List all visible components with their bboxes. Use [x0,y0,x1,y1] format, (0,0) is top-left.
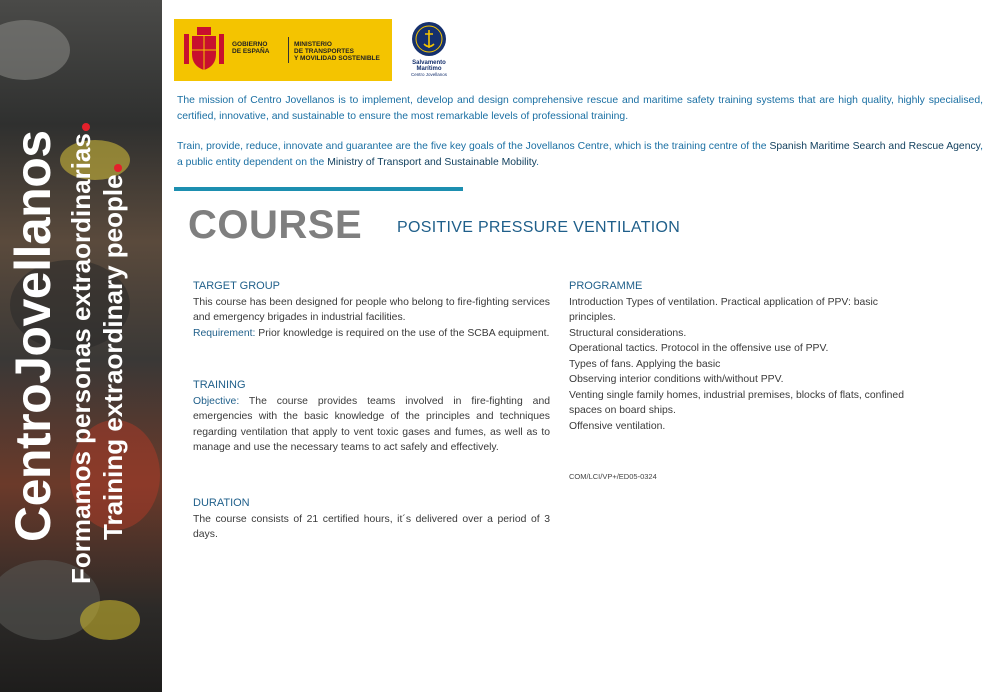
objective: Objective: The course provides teams involved in fire-fighting and emergencies with the basic knowledge of the principles and techniques regarding ventilation that apply to vent toxic gases and fumes, as well as to manage and use the necessary teams to act safely and effectively. [193,395,550,453]
gov-label: GOBIERNO DE ESPAÑA [232,41,270,55]
programme-item: Types of fans. Applying the basic [569,358,721,370]
coat-of-arms-icon [184,26,224,72]
divider [288,37,289,63]
programme-item: Introduction Types of ventilation. Practical application of PPV: basic principles. [569,296,879,323]
anchor-emblem-icon [412,22,446,56]
red-dot-icon [114,164,122,172]
salvamento-maritimo-logo [400,22,458,80]
tagline-english: Training extraordinary people [98,164,129,540]
course-code: COM/LCI/VP+/ED05-0324 [569,472,657,481]
side-photo-banner [0,0,162,692]
target-group-section [193,279,550,341]
goals-paragraph: Train, provide, reduce, innovate and guarantee are the five key goals of the Jovellanos Centre, which is the training centre of the Spanish Maritime Search and Rescue Agency, a public entity dependent on the Ministry of Transport and Sustainable Mobility. [177,141,983,168]
brand-name: CentroJovellanos [5,130,61,542]
government-logo [174,19,392,81]
agency-name: Spanish Maritime Search and Rescue Agency [769,141,981,152]
duration-heading: DURATION [193,497,250,509]
sm-title: Salvamento Marítimo [412,60,446,72]
ministry-name: Ministry of Transport and Sustainable Mobility [327,156,537,168]
course-title: POSITIVE PRESSURE VENTILATION [397,219,681,236]
programme-item: Venting single family homes, industrial premises, blocks of flats, confined spaces on board ships. [569,389,904,416]
target-group-text: This course has been designed for people who belong to fire-fighting services and emergency brigades in industrial facilities. [193,296,550,323]
ministry-label: MINISTERIO DE TRANSPORTES Y MOVILIDAD SOSTENIBLE [294,41,380,62]
programme-heading: PROGRAMME [569,280,643,292]
duration-section [193,496,550,543]
programme-section [569,279,927,434]
red-dot-icon [82,123,90,131]
programme-item: Operational tactics. Protocol in the offensive use of PPV. [569,343,829,354]
training-heading: TRAINING [193,379,246,391]
mission-paragraph: The mission of Centro Jovellanos is to implement, develop and design comprehensive rescue and maritime safety training systems that are high quality, highly specialised, certified, innovative, and sustainable to ensure the most remarkable levels of professional training. [177,95,983,122]
programme-item: Offensive ventilation. [569,420,666,432]
requirement: Requirement: Prior knowledge is required on the use of the SCBA equipment. [193,327,550,339]
course-heading: COURSE [188,203,363,247]
sm-subtitle: Centro Jovellanos [410,72,448,77]
duration-text: The course consists of 21 certified hours, it´s delivered over a period of 3 days. [193,513,550,540]
training-section [193,378,550,456]
programme-item: Observing interior conditions with/without PPV. [569,374,784,385]
tagline-spanish: Formamos personas extraordinarias [66,123,97,584]
section-divider [174,187,463,191]
target-group-heading: TARGET GROUP [193,280,280,292]
programme-item: Structural considerations. [569,327,687,339]
